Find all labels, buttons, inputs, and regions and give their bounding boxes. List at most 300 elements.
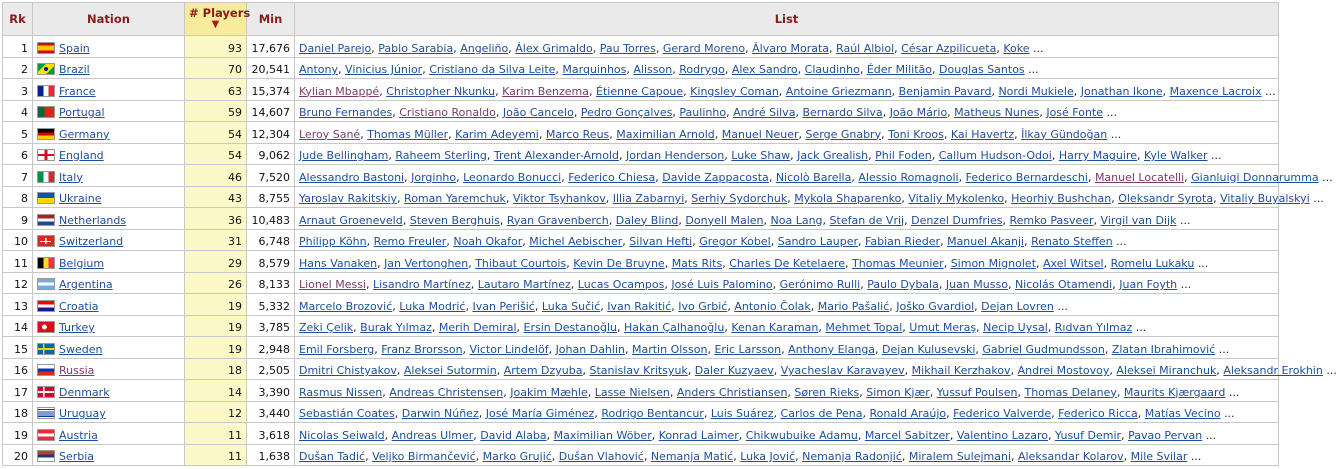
player-link[interactable]: Martin Olsson: [631, 342, 708, 356]
player-link[interactable]: Alessandro Bastoni: [299, 170, 405, 184]
player-link[interactable]: Gabriel Gudmundsson: [982, 342, 1105, 356]
player-link[interactable]: Davide Zappacosta: [662, 170, 769, 184]
player-link[interactable]: Veljko Birmančević: [372, 450, 476, 463]
rank-cell: 6: [3, 143, 33, 165]
nation-link[interactable]: France: [59, 84, 96, 98]
player-link[interactable]: Maximilian Arnold: [616, 127, 715, 141]
player-link[interactable]: Nordi Mukiele: [998, 84, 1074, 98]
player-link[interactable]: Alex Sandro: [731, 63, 798, 76]
player-link[interactable]: João Cancelo: [502, 106, 574, 119]
player-link[interactable]: Remo Freuler: [373, 235, 447, 248]
player-link[interactable]: José Fonte: [1046, 106, 1104, 119]
player-link[interactable]: Arnaut Groeneveld: [299, 213, 403, 227]
player-link[interactable]: Thomas Meunier: [852, 256, 944, 270]
player-link[interactable]: Ryan Gravenberch: [506, 213, 609, 227]
player-link[interactable]: Jonathan Ikone: [1080, 84, 1163, 98]
player-link[interactable]: Darwin Núñez: [401, 407, 479, 420]
nation-cell: [33, 315, 185, 337]
player-link[interactable]: José Luis Palomino: [671, 278, 773, 291]
player-link[interactable]: César Azpilicueta: [901, 41, 997, 55]
more-ellipsis: ...: [1028, 63, 1039, 76]
player-link[interactable]: Eric Larsson: [714, 342, 782, 356]
player-link[interactable]: Koke: [1003, 41, 1030, 55]
nation-link[interactable]: Denmark: [59, 385, 110, 399]
player-link[interactable]: Stefan de Vrij: [829, 213, 905, 227]
nation-link[interactable]: Croatia: [59, 299, 99, 313]
table-row: [3, 401, 1279, 423]
player-link[interactable]: Fabian Rieder: [865, 235, 941, 248]
list-separator: ,: [851, 170, 855, 184]
player-link[interactable]: Serge Gnabry: [805, 127, 882, 141]
list-separator: ,: [1017, 385, 1021, 399]
player-link[interactable]: Juan Musso: [945, 278, 1008, 291]
player-link[interactable]: Leonardo Bonucci: [463, 170, 562, 184]
players-count-cell: 19: [185, 315, 247, 337]
list-separator: ,: [522, 235, 526, 248]
table-body: [3, 36, 1337, 466]
table-row: [3, 251, 1279, 273]
player-link[interactable]: Miralem Sulejmani: [908, 450, 1012, 463]
nation-link[interactable]: Portugal: [59, 106, 105, 119]
player-link[interactable]: Oleksandr Syrota: [1118, 192, 1214, 205]
list-separator: ,: [875, 342, 879, 356]
player-link[interactable]: Joakim Mæhle: [510, 385, 588, 399]
player-link[interactable]: Silvan Hefti: [629, 235, 693, 248]
player-link[interactable]: Pedro Gonçalves: [580, 106, 673, 119]
player-link[interactable]: Stanislav Kritsyuk: [589, 364, 688, 377]
list-separator: ,: [1093, 213, 1098, 227]
player-link[interactable]: Chikwubuike Adamu: [745, 428, 858, 442]
player-link[interactable]: Merih Demiral: [438, 321, 517, 334]
player-link[interactable]: Gerónimo Rulli: [779, 278, 861, 291]
player-link[interactable]: Yaroslav Rakitskiy: [299, 192, 398, 205]
player-link[interactable]: Mario Pašalić: [817, 299, 890, 313]
player-link[interactable]: Kyle Walker: [1144, 149, 1208, 162]
list-separator: ,: [946, 407, 950, 420]
list-separator: ,: [566, 256, 570, 270]
player-link[interactable]: Anthony Elanga: [788, 342, 876, 356]
nation-link[interactable]: Uruguay: [59, 407, 106, 420]
list-separator: ,: [727, 299, 731, 313]
player-link[interactable]: Philipp Köhn: [299, 235, 367, 248]
player-link[interactable]: Thomas Müller: [367, 127, 449, 141]
list-separator: ,: [991, 84, 995, 98]
list-separator: ,: [1162, 84, 1167, 98]
player-link[interactable]: Necip Uysal: [983, 321, 1048, 334]
player-link[interactable]: Virgil van Dijk: [1100, 213, 1177, 227]
player-link[interactable]: Manuel Locatelli: [1094, 170, 1185, 184]
player-link[interactable]: Manuel Akanji: [947, 235, 1025, 248]
player-link[interactable]: Karim Adeyemi: [455, 127, 539, 141]
player-link[interactable]: Aleksandr Erokhin: [1223, 364, 1323, 377]
more-ellipsis: ...: [1326, 364, 1337, 377]
col-header-rk[interactable]: Rk: [3, 3, 33, 36]
player-link[interactable]: Alisson: [633, 63, 673, 76]
list-separator: ,: [499, 213, 504, 227]
player-link[interactable]: Federico Bernardeschi: [965, 170, 1088, 184]
player-link[interactable]: Andreas Christensen: [389, 385, 504, 399]
nation-link[interactable]: Turkey: [59, 321, 95, 334]
player-link[interactable]: Dušan Tadić: [299, 450, 366, 463]
list-separator: ,: [859, 63, 864, 76]
players-count-cell: 63: [185, 79, 247, 101]
player-link[interactable]: Cristiano Ronaldo: [399, 106, 496, 119]
player-link[interactable]: Kingsley Coman: [690, 84, 779, 98]
list-separator: ,: [902, 321, 906, 334]
player-link[interactable]: Daniel Parejo: [299, 41, 372, 55]
list-separator: ,: [377, 256, 381, 270]
player-link[interactable]: Kai Havertz: [950, 127, 1015, 141]
list-separator: ,: [829, 41, 833, 55]
list-separator: ,: [931, 149, 936, 162]
nation-link[interactable]: Ukraine: [59, 192, 102, 205]
player-link[interactable]: Claudinho: [804, 63, 860, 76]
player-link[interactable]: Dejan Kulusevski: [882, 342, 976, 356]
col-header-list[interactable]: List: [295, 3, 1279, 36]
player-link[interactable]: Viktor Tsyhankov: [512, 192, 606, 205]
player-link[interactable]: Raúl Albiol: [836, 41, 895, 55]
minutes-cell: 2,505: [247, 358, 295, 380]
minutes-cell: 8,133: [247, 272, 295, 294]
player-link[interactable]: Aleksei Miranchuk: [1116, 364, 1217, 377]
nation-link[interactable]: Germany: [59, 127, 110, 141]
list-separator: ,: [605, 192, 610, 205]
nation-cell: [33, 401, 185, 423]
nation-link[interactable]: Netherlands: [59, 213, 127, 227]
player-link[interactable]: Benjamin Pavard: [898, 84, 992, 98]
player-link[interactable]: Dušan Vlahović: [558, 450, 644, 463]
player-link[interactable]: Luka Jović: [740, 450, 796, 463]
player-link[interactable]: Artem Dzyuba: [503, 364, 583, 377]
list-separator: ,: [551, 450, 556, 463]
nation-link[interactable]: England: [59, 149, 104, 162]
player-link[interactable]: Maurits Kjærgaard: [1123, 385, 1226, 399]
player-link[interactable]: Jude Bellingham: [299, 149, 389, 162]
player-link[interactable]: Romelu Lukaku: [1110, 256, 1195, 270]
table-row: [3, 229, 1279, 251]
player-link[interactable]: Hakan Çalhanoğlu: [624, 321, 725, 334]
player-link[interactable]: Jordan Henderson: [626, 149, 725, 162]
player-link[interactable]: Rasmus Nissen: [299, 385, 383, 399]
player-link[interactable]: Yusuf Demir: [1055, 428, 1122, 442]
player-link[interactable]: Lisandro Martínez: [372, 278, 471, 291]
player-link[interactable]: Andreas Ulmer: [391, 428, 474, 442]
col-header-min[interactable]: Min: [247, 3, 295, 36]
player-link[interactable]: Éder Militão: [866, 63, 933, 76]
player-link[interactable]: Nemanja Matić: [650, 450, 734, 463]
player-link[interactable]: Andrei Mostovoy: [1017, 364, 1110, 377]
player-link[interactable]: Gregor Kobel: [699, 235, 771, 248]
player-link[interactable]: Aleksandar Kolarov: [1018, 450, 1124, 463]
minutes-cell: 5,332: [247, 294, 295, 316]
player-link[interactable]: Denzel Dumfries: [911, 213, 1003, 227]
player-link[interactable]: Vitaliy Mykolenko: [908, 192, 1005, 205]
player-link[interactable]: Zeki Çelik: [299, 321, 354, 334]
nation-cell: [33, 444, 185, 466]
player-link[interactable]: Lucas Ocampos: [577, 278, 665, 291]
player-link[interactable]: Sebastián Coates: [299, 407, 395, 420]
player-link[interactable]: Franz Brorsson: [381, 342, 463, 356]
player-link[interactable]: Roman Yaremchuk: [404, 192, 506, 205]
player-link[interactable]: Simon Kjær: [866, 385, 930, 399]
player-link[interactable]: Nicolas Seiwald: [299, 428, 385, 442]
player-link[interactable]: Lionel Messi: [299, 278, 366, 291]
nation-link[interactable]: Austria: [59, 428, 98, 442]
player-link[interactable]: Paulo Dybala: [867, 278, 939, 291]
player-link[interactable]: Antony: [299, 63, 339, 76]
player-link[interactable]: Karim Benzema: [502, 84, 589, 98]
list-separator: ,: [468, 256, 472, 270]
list-separator: ,: [860, 278, 864, 291]
player-link[interactable]: Anders Christiansen: [676, 385, 788, 399]
list-separator: ,: [470, 278, 475, 291]
list-separator: ,: [486, 149, 491, 162]
player-link[interactable]: Lautaro Martínez: [477, 278, 571, 291]
player-link[interactable]: Umut Meraş: [909, 321, 977, 334]
player-link[interactable]: Matías Vecino: [1144, 407, 1221, 420]
player-link[interactable]: João Mário: [889, 106, 948, 119]
player-link[interactable]: Sandro Lauper: [777, 235, 859, 248]
player-link[interactable]: André Silva: [733, 106, 796, 119]
player-link[interactable]: Renato Steffen: [1031, 235, 1113, 248]
list-separator: ,: [664, 278, 668, 291]
player-link[interactable]: Juan Foyth: [1119, 278, 1178, 291]
player-link[interactable]: Daley Blind: [615, 213, 679, 227]
player-link[interactable]: Federico Chiesa: [568, 170, 656, 184]
nation-link[interactable]: Belgium: [59, 256, 105, 270]
nation-link[interactable]: Argentina: [59, 278, 113, 291]
player-link[interactable]: Noah Okafor: [453, 235, 523, 248]
player-link[interactable]: Lasse Nielsen: [594, 385, 670, 399]
player-link[interactable]: Burak Yılmaz: [360, 321, 432, 334]
player-link[interactable]: Valentino Lazaro: [956, 428, 1049, 442]
player-link[interactable]: Thibaut Courtois: [475, 256, 567, 270]
player-link[interactable]: Illia Zabarnyi: [612, 192, 685, 205]
player-link[interactable]: Johan Dahlin: [555, 342, 625, 356]
player-link[interactable]: Marcel Sabitzer: [864, 428, 950, 442]
player-link[interactable]: Dejan Lovren: [981, 299, 1054, 313]
list-separator: ,: [592, 41, 597, 55]
player-link[interactable]: Antoine Griezmann: [785, 84, 892, 98]
rank-cell: 19: [3, 423, 33, 445]
player-link[interactable]: İlkay Gündoğan: [1021, 127, 1108, 141]
player-link[interactable]: Mikhail Kerzhakov: [911, 364, 1011, 377]
flag-ukraine-icon: [37, 192, 55, 204]
player-link[interactable]: Heorhiy Bushchan: [1011, 192, 1112, 205]
player-link[interactable]: Mehmet Topal: [825, 321, 903, 334]
rank-cell: 14: [3, 315, 33, 337]
player-link[interactable]: Michel Aebischer: [529, 235, 623, 248]
player-link[interactable]: Raheem Sterling: [395, 149, 487, 162]
player-link[interactable]: Kevin De Bruyne: [573, 256, 665, 270]
player-link[interactable]: Christopher Nkunku: [386, 84, 496, 98]
player-link[interactable]: Rıdvan Yılmaz: [1054, 321, 1133, 334]
player-link[interactable]: Kenan Karaman: [731, 321, 819, 334]
nation-link[interactable]: Switzerland: [59, 235, 124, 248]
player-link[interactable]: Paulinho: [679, 106, 727, 119]
player-link[interactable]: Thomas Delaney: [1024, 385, 1117, 399]
player-link[interactable]: Luis Suárez: [710, 407, 774, 420]
player-link[interactable]: Noa Lang: [770, 213, 823, 227]
player-link[interactable]: Pablo Sarabia: [378, 41, 454, 55]
player-link[interactable]: Trent Alexander-Arnold: [493, 149, 620, 162]
col-header-players[interactable]: [185, 3, 251, 36]
player-link[interactable]: Rodrygo: [679, 63, 725, 76]
player-link[interactable]: Maximilian Wöber: [553, 428, 652, 442]
player-link[interactable]: Luke Shaw: [731, 149, 791, 162]
player-link[interactable]: Leroy Sané: [299, 127, 361, 141]
list-separator: ,: [678, 213, 682, 227]
players-count-cell: 70: [185, 57, 247, 79]
player-link[interactable]: Pavao Pervan: [1128, 428, 1203, 442]
rank-cell: 17: [3, 380, 33, 402]
player-link[interactable]: Yussuf Poulsen: [936, 385, 1018, 399]
nation-cell: [33, 165, 185, 187]
player-link[interactable]: Jan Vertonghen: [384, 256, 469, 270]
player-link[interactable]: Dmitri Chistyakov: [299, 364, 397, 377]
player-link[interactable]: Álex Grimaldo: [515, 41, 593, 55]
list-separator: ,: [683, 84, 687, 98]
player-link[interactable]: David Alaba: [480, 428, 547, 442]
player-link[interactable]: Mile Svilar: [1130, 450, 1188, 463]
player-link[interactable]: Bernardo Silva: [802, 106, 883, 119]
player-link[interactable]: Hans Vanaken: [299, 256, 378, 270]
table-row: [3, 165, 1279, 187]
player-link[interactable]: Federico Ricca: [1058, 407, 1138, 420]
player-link[interactable]: Kylian Mbappé: [299, 84, 380, 98]
list-separator: ,: [1004, 192, 1008, 205]
player-link[interactable]: Gianluigi Donnarumma: [1191, 170, 1319, 184]
player-link[interactable]: Zlatan Ibrahimović: [1111, 342, 1216, 356]
player-link[interactable]: Nicolò Barella: [775, 170, 852, 184]
flag-uruguay-icon: [37, 407, 55, 419]
player-list-cell: [295, 122, 1279, 144]
list-separator: ,: [1137, 149, 1141, 162]
player-link[interactable]: Søren Rieks: [794, 385, 860, 399]
player-link[interactable]: Alessio Romagnoli: [858, 170, 959, 184]
player-list-cell: [295, 294, 1279, 316]
player-link[interactable]: Mats Rits: [671, 256, 723, 270]
player-link[interactable]: Ivo Grbić: [678, 299, 728, 313]
player-link[interactable]: Remko Pasveer: [1009, 213, 1094, 227]
list-separator: ,: [1024, 235, 1028, 248]
table-row: [3, 444, 1279, 466]
player-link[interactable]: Daler Kuzyaev: [694, 364, 774, 377]
player-link[interactable]: Emil Forsberg: [299, 342, 375, 356]
player-link[interactable]: Maxence Lacroix: [1169, 84, 1262, 98]
player-link[interactable]: Marcelo Brozović: [299, 299, 393, 313]
player-link[interactable]: Simon Mignolet: [950, 256, 1037, 270]
player-link[interactable]: Marko Grujić: [482, 450, 552, 463]
player-link[interactable]: Marquinhos: [562, 63, 627, 76]
more-ellipsis: ...: [1190, 450, 1202, 463]
list-separator: ,: [773, 407, 778, 420]
player-link[interactable]: Nemanja Radonjić: [802, 450, 902, 463]
list-separator: ,: [626, 63, 630, 76]
nation-link[interactable]: Sweden: [59, 342, 103, 356]
list-separator: ,: [1036, 256, 1040, 270]
list-separator: ,: [365, 450, 369, 463]
player-link[interactable]: Konrad Laimer: [658, 428, 739, 442]
player-link[interactable]: José María Giménez: [485, 407, 595, 420]
list-separator: ,: [1213, 192, 1217, 205]
player-link[interactable]: Aleksei Sutormin: [403, 364, 497, 377]
player-link[interactable]: Callum Hudson-Odoi: [938, 149, 1052, 162]
player-link[interactable]: Manuel Neuer: [721, 127, 799, 141]
col-header-nation[interactable]: Nation: [33, 3, 185, 36]
flag-serbia-icon: [37, 450, 55, 462]
player-link[interactable]: Axel Witsel: [1043, 256, 1104, 270]
player-list-cell: [295, 272, 1279, 294]
flag-france-icon: [37, 85, 55, 97]
list-separator: ,: [374, 342, 378, 356]
list-separator: ,: [862, 407, 866, 420]
flag-germany-icon: [37, 128, 55, 140]
list-separator: ,: [975, 342, 979, 356]
list-separator: ,: [589, 84, 593, 98]
player-link[interactable]: Jack Grealish: [797, 149, 869, 162]
player-link[interactable]: Donyell Malen: [685, 213, 764, 227]
player-link[interactable]: Jorginho: [411, 170, 457, 184]
list-separator: ,: [724, 63, 729, 76]
player-link[interactable]: Charles De Ketelaere: [729, 256, 846, 270]
nation-cell: [33, 251, 185, 273]
flag-portugal-icon: [37, 106, 55, 118]
player-link[interactable]: Ersin Destanoğlu: [523, 321, 617, 334]
player-link[interactable]: Phil Foden: [875, 149, 932, 162]
nation-link[interactable]: Russia: [59, 364, 95, 377]
player-link[interactable]: Ivan Rakitić: [607, 299, 672, 313]
player-link[interactable]: Bruno Fernandes: [299, 106, 393, 119]
player-link[interactable]: Harry Maguire: [1058, 149, 1137, 162]
nation-link[interactable]: Serbia: [59, 450, 95, 463]
player-link[interactable]: Matheus Nunes: [954, 106, 1040, 119]
player-link[interactable]: Steven Berghuis: [409, 213, 500, 227]
player-link[interactable]: Carlos de Pena: [780, 407, 863, 420]
nation-link[interactable]: Italy: [59, 170, 83, 184]
player-link[interactable]: Ronald Araújo: [869, 407, 947, 420]
player-link[interactable]: Nicolás Otamendi: [1014, 278, 1113, 291]
player-link[interactable]: Vitaliy Buyalskyi: [1220, 192, 1310, 205]
nation-link[interactable]: Spain: [59, 41, 90, 55]
player-link[interactable]: Toni Kroos: [888, 127, 944, 141]
player-link[interactable]: Antonio Čolak: [734, 299, 811, 313]
player-link[interactable]: Pau Torres: [599, 41, 656, 55]
player-link[interactable]: Luka Modrić: [399, 299, 466, 313]
player-link[interactable]: Angeliño: [460, 41, 509, 55]
player-link[interactable]: Marco Reus: [545, 127, 610, 141]
player-link[interactable]: Étienne Capoue: [596, 84, 684, 98]
player-link[interactable]: Ivan Perišić: [472, 299, 535, 313]
list-separator: ,: [901, 450, 906, 463]
nation-link[interactable]: Brazil: [59, 63, 90, 76]
player-link[interactable]: Serhiy Sydorchuk: [691, 192, 788, 205]
player-link[interactable]: Álvaro Morata: [752, 41, 830, 55]
player-link[interactable]: Mykola Shaparenko: [794, 192, 902, 205]
player-link[interactable]: Joško Gvardiol: [896, 299, 975, 313]
player-link[interactable]: Victor Lindelöf: [469, 342, 549, 356]
player-link[interactable]: Cristiano da Silva Leite: [429, 63, 556, 76]
player-link[interactable]: Federico Valverde: [953, 407, 1052, 420]
players-count-cell: 19: [185, 337, 247, 359]
list-separator: ,: [365, 278, 370, 291]
player-link[interactable]: Luka Sučić: [541, 299, 601, 313]
player-link[interactable]: Rodrigo Bentancur: [601, 407, 704, 420]
player-link[interactable]: Douglas Santos: [939, 63, 1025, 76]
player-link[interactable]: Gerard Moreno: [662, 41, 746, 55]
player-link[interactable]: Vinicius Júnior: [345, 63, 423, 76]
player-link[interactable]: Vyacheslav Karavayev: [780, 364, 905, 377]
